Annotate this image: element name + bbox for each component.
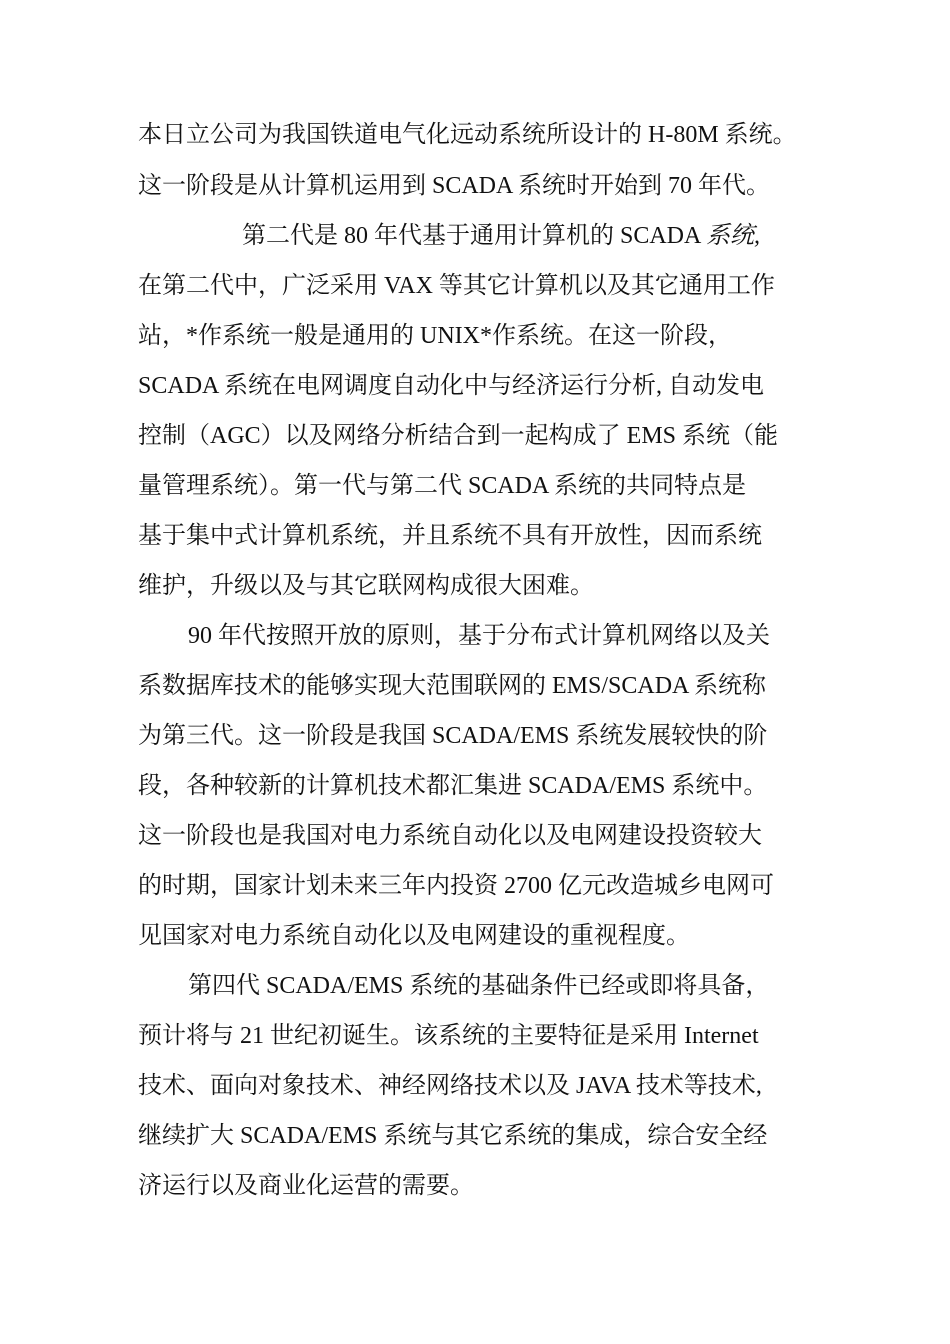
text-line — [242, 221, 760, 251]
text-line: 的时期，国家计划未来三年内投资 2700 亿元改造城乡电网可 — [138, 873, 774, 899]
text-line: 在第二代中，广泛采用 VAX 等其它计算机以及其它通用工作 — [138, 273, 775, 299]
italic-text-run: 系统, — [706, 223, 761, 249]
text-line: 系数据库技术的能够实现大范围联网的 EMS/SCADA 系统称 — [138, 673, 767, 699]
text-line: 本日立公司为我国铁道电气化远动系统所设计的 H-80M 系统。 — [138, 122, 797, 148]
text-line: 继续扩大 SCADA/EMS 系统与其它系统的集成，综合安全经 — [138, 1123, 768, 1149]
text-line: 为第三代。这一阶段是我国 SCADA/EMS 系统发展较快的阶 — [138, 723, 768, 749]
text-line: 基于集中式计算机系统，并且系统不具有开放性，因而系统 — [138, 523, 762, 549]
text-line: 量管理系统）。第一代与第二代 SCADA 系统的共同特点是 — [138, 473, 747, 499]
text-line: 这一阶段是从计算机运用到 SCADA 系统时开始到 70 年代。 — [138, 173, 771, 199]
text-line: 技术、面向对象技术、神经网络技术以及 JAVA 技术等技术, — [138, 1073, 762, 1099]
text-run: 第二代是 80 年代基于通用计算机的 SCADA — [242, 223, 707, 249]
text-line: 段，各种较新的计算机技术都汇集进 SCADA/EMS 系统中。 — [138, 773, 768, 799]
text-line: 预计将与 21 世纪初诞生。该系统的主要特征是采用 Internet — [138, 1023, 759, 1049]
text-line: 站，*作系统一般是通用的 UNIX*作系统。在这一阶段， — [138, 323, 732, 349]
text-line: 90 年代按照开放的原则，基于分布式计算机网络以及关 — [188, 623, 770, 649]
text-line: 济运行以及商业化运营的需要。 — [138, 1173, 474, 1199]
text-line: 第四代 SCADA/EMS 系统的基础条件已经或即将具备， — [188, 973, 770, 999]
text-line: 这一阶段也是我国对电力系统自动化以及电网建设投资较大 — [138, 823, 762, 849]
text-line: SCADA 系统在电网调度自动化中与经济运行分析, 自动发电 — [138, 373, 765, 399]
text-line: 维护，升级以及与其它联网构成很大困难。 — [138, 573, 594, 599]
text-line: 见国家对电力系统自动化以及电网建设的重视程度。 — [138, 923, 690, 949]
text-line: 控制（AGC）以及网络分析结合到一起构成了 EMS 系统（能 — [138, 423, 779, 449]
